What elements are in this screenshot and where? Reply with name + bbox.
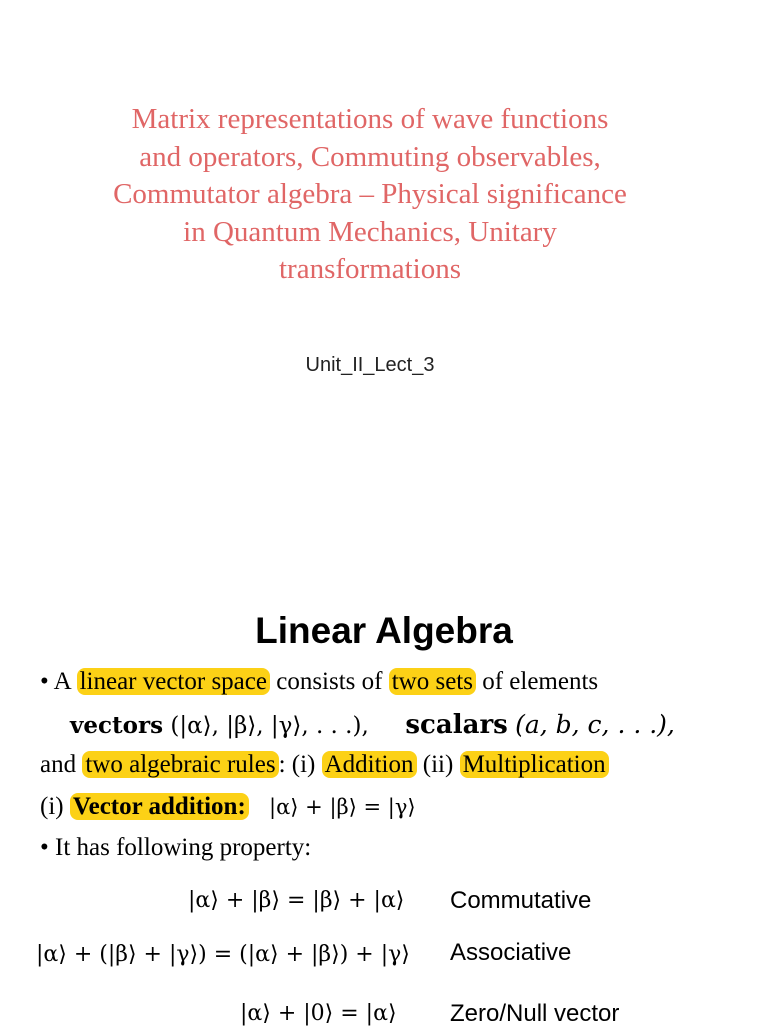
- vectors-set: (|α⟩, |β⟩, |γ⟩, . . .),: [170, 713, 369, 739]
- null-vector-label: Zero/Null vector: [450, 1000, 620, 1027]
- bullet: •: [40, 834, 49, 861]
- title-line: and operators, Commuting observables,: [139, 140, 601, 173]
- scalars-set: (a, b, c, . . .),: [515, 710, 675, 739]
- text: (i): [40, 793, 64, 820]
- vectors-label: vectors: [70, 712, 164, 739]
- scalars-label: scalars: [405, 710, 508, 740]
- bullet: •: [40, 668, 49, 695]
- highlight-two-algebraic-rules: two algebraic rules: [82, 751, 278, 778]
- vector-addition-equation: |α⟩ + |β⟩ = |γ⟩: [269, 795, 416, 819]
- title-line: transformations: [278, 253, 461, 285]
- text: consists of: [276, 668, 383, 695]
- title-line: in Quantum Mechanics, Unitary: [183, 215, 557, 248]
- commutative-label: Commutative: [450, 887, 592, 914]
- highlight-two-sets: two sets: [389, 668, 476, 695]
- vector-addition-line: [40, 793, 416, 821]
- associative-label: Associative: [450, 939, 572, 966]
- highlight-linear-vector-space: linear vector space: [77, 668, 270, 695]
- bullet-line-vector-space: [40, 668, 598, 696]
- null-vector-equation: |α⟩ + |0⟩ = |α⟩: [240, 1001, 397, 1026]
- slide-title-heading: [60, 101, 680, 289]
- text: of elements: [482, 668, 599, 695]
- property-intro-line: [40, 834, 311, 862]
- slide-linear-algebra: [0, 560, 768, 1027]
- associative-equation: |α⟩ + (|β⟩ + |γ⟩) = (|α⟩ + |β⟩) + |γ⟩: [36, 942, 410, 967]
- vectors-scalars-line: [70, 710, 675, 740]
- highlight-multiplication: Multiplication: [460, 751, 609, 778]
- slide-subtitle: Unit_II_Lect_3: [305, 354, 435, 376]
- highlight-addition: Addition: [322, 751, 417, 778]
- text: A: [53, 668, 71, 695]
- text: (ii): [422, 751, 454, 778]
- text: : (i): [278, 751, 316, 778]
- title-line: Commutator algebra – Physical significance: [113, 178, 627, 210]
- title-line: Matrix representations of wave functions: [131, 103, 609, 135]
- commutative-equation: |α⟩ + |β⟩ = |β⟩ + |α⟩: [188, 888, 405, 913]
- slide-heading: Linear Algebra: [255, 610, 513, 651]
- highlight-vector-addition: Vector addition:: [70, 793, 249, 820]
- algebraic-rules-line: [40, 751, 609, 779]
- text: It has following property:: [55, 834, 312, 861]
- text: and: [40, 751, 77, 778]
